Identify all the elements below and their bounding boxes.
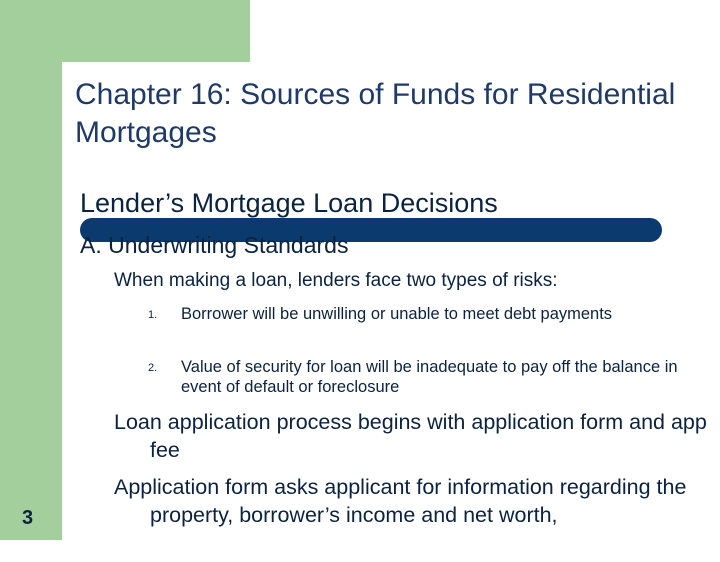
risk-text: Value of security for loan will be inadequate to pay off the balance in event of default or foreclosure: [181, 358, 678, 396]
list-number: 2.: [148, 362, 158, 374]
list-number: 1.: [148, 309, 158, 321]
top-green-block: [0, 0, 250, 62]
page-number: 3: [22, 507, 34, 529]
risks-intro-text: When making a loan, lenders face two types of risks:: [114, 270, 558, 291]
subsection-heading: A. Underwriting Standards: [80, 232, 349, 258]
slide-title: Chapter 16: Sources of Funds for Residential Mortgages: [75, 78, 676, 149]
risk-text: Borrower will be unwilling or unable to meet debt payments: [181, 305, 613, 323]
section-heading: Lender’s Mortgage Loan Decisions: [80, 188, 498, 218]
paragraph: Application form asks applicant for information regarding the property, borrower’s income and net worth,: [114, 475, 687, 527]
paragraph: Loan application process begins with application form and app fee: [114, 410, 707, 462]
left-green-strip: [0, 0, 62, 540]
